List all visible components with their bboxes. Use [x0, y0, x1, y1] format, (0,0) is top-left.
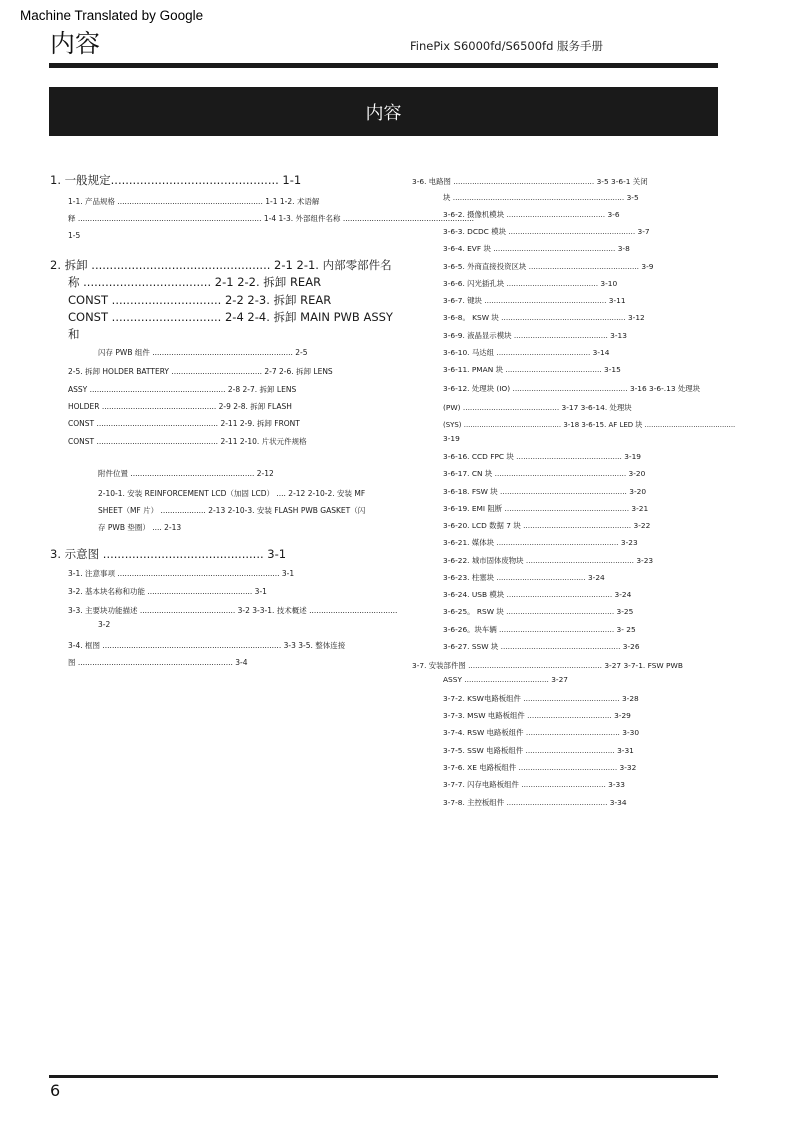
toc-entry[interactable]: 块 ......................................................................... 3-5 [443, 193, 639, 202]
toc-entry[interactable]: CONST .............................. 2-2 2-3. 拆卸 REAR [68, 293, 332, 307]
toc-entry[interactable]: 3-6-21. 媒体块 .................................................... 3-23 [443, 538, 638, 547]
toc-entry[interactable]: 3. 示意图 ............................................ 3-1 [50, 547, 287, 561]
toc-entry[interactable]: 存 PWB 垫圈） .... 2-13 [98, 523, 182, 532]
toc-entry[interactable]: 3-6-27. SSW 块 ................................................... 3-26 [443, 642, 640, 651]
bottom-rule [49, 1075, 718, 1078]
toc-entry[interactable]: ASSY ......................................................... 2-8 2-7. 拆卸 LENS [68, 385, 297, 394]
toc-entry[interactable]: 3-6-11. PMAN 块 ......................................... 3-15 [443, 365, 621, 374]
toc-entry[interactable]: CONST ................................................... 2-11 2-10. 片状元件规格 [68, 437, 307, 446]
toc-entry[interactable]: 3-6-4. EVF 块 .................................................... 3-8 [443, 244, 630, 253]
toc-entry[interactable]: 图 ................................................................. 3-4 [68, 658, 248, 667]
toc-entry[interactable]: 3-6-26。块车辆 ................................................. 3- 25 [443, 625, 636, 634]
toc-entry[interactable]: 3-6-16. CCD FPC 块 ............................................. 3-19 [443, 452, 641, 461]
toc-entry[interactable]: 附件位置 .................................................... 2-12 [98, 469, 274, 478]
toc-entry[interactable]: (SYS) ............................................ 3-18 3-6-15. AF LED 块 ......................................... [443, 420, 736, 429]
toc-entry[interactable]: 1-5 [68, 231, 81, 240]
toc-entry[interactable]: 3-6-8。 KSW 块 ..................................................... 3-12 [443, 313, 645, 322]
manual-title: FinePix S6000fd/S6500fd 服务手册 [410, 39, 604, 53]
toc-entry[interactable]: 3-6-19. EMI 阻断 ..................................................... 3-21 [443, 504, 649, 513]
toc-entry[interactable]: 3-6-5. 外商直接投资区块 ............................................... 3-9 [443, 262, 654, 271]
toc-entry[interactable]: 和 [68, 327, 80, 341]
toc-entry[interactable]: 3-7-7. 闪存电路板组件 .................................... 3-33 [443, 780, 625, 789]
toc-entry[interactable]: 3-1. 注意事项 .................................................................... 3-1 [68, 569, 295, 578]
toc-entry[interactable]: 3-6-2. 摄像机模块 .......................................... 3-6 [443, 210, 620, 219]
toc-entry[interactable]: 3-6-6. 闪光插孔块 ....................................... 3-10 [443, 279, 618, 288]
toc-entry[interactable]: 3-7-2. KSW电路板组件 ......................................... 3-28 [443, 694, 639, 703]
toc-entry[interactable]: 2-10-1. 安装 REINFORCEMENT LCD（加固 LCD） .... 2-12 2-10-2. 安装 MF [98, 489, 366, 498]
toc-entry[interactable]: 3-7-6. XE 电路板组件 .......................................... 3-32 [443, 763, 637, 772]
toc-entry[interactable]: 3-6-23. 柱塞块 ...................................... 3-24 [443, 573, 605, 582]
toc-entry[interactable]: 3-6-20. LCD 数据 7 块 .............................................. 3-22 [443, 521, 651, 530]
page-number: 6 [50, 1081, 61, 1100]
toc-entry[interactable]: 3-4. 框图 ........................................................................... 3-3 3-5. 整体连接 [68, 641, 346, 650]
toc-entry[interactable]: 3-6-25。 RSW 块 .............................................. 3-25 [443, 607, 634, 616]
toc-entry[interactable]: SHEET（MF 片） ................... 2-13 2-10-3. 安装 FLASH PWB GASKET（闪 [98, 506, 366, 515]
toc-entry[interactable]: 释 ............................................................................. 1-4 1-3. 外部组件名称 ....................................................... [68, 214, 474, 223]
toc-entry[interactable]: 3-6-9. 液晶显示模块 ........................................ 3-13 [443, 331, 627, 340]
toc-entry[interactable]: CONST .............................. 2-4 2-4. 拆卸 MAIN PWB ASSY [68, 310, 393, 324]
toc-entry[interactable]: 3-6-7. 键块 .................................................... 3-11 [443, 296, 626, 305]
toc-entry[interactable]: 3-2. 基本块名称和功能 ............................................ 3-1 [68, 587, 267, 596]
machine-translated-notice: Machine Translated by Google [20, 8, 204, 23]
toc-entry[interactable]: 1. 一般规定.............................................. 1-1 [50, 173, 302, 187]
toc-entry[interactable]: 3-7-8. 主控板组件 ........................................... 3-34 [443, 798, 627, 807]
top-rule [49, 63, 718, 68]
toc-entry[interactable]: 3-6-12. 处理块 (IO) ................................................. 3-16 3-6-.13 处理块 [443, 384, 701, 393]
toc-entry[interactable]: 称 ................................... 2-1 2-2. 拆卸 REAR [68, 275, 322, 289]
toc-entry[interactable]: ASSY .................................... 3-27 [443, 675, 568, 684]
toc-entry[interactable]: 闪存 PWB 组件 ........................................................... 2-5 [98, 348, 308, 357]
toc-entry[interactable]: 3-6. 电路图 ............................................................ 3-5 3-6-1 关闭 [412, 177, 648, 186]
toc-entry[interactable]: 3-6-22. 城市固体废物块 .............................................. 3-23 [443, 556, 654, 565]
toc-entry[interactable]: 3-7-5. SSW 电路板组件 ...................................... 3-31 [443, 746, 634, 755]
toc-entry[interactable]: 3-3. 主要块功能描述 ........................................ 3-2 3-3-1. 技术概述 ..................................... [68, 606, 398, 615]
header-title: 内容 [50, 29, 101, 58]
toc-entry[interactable]: 1-1. 产品规格 ............................................................. 1-1 1-2. 术语解 [68, 197, 320, 206]
toc-entry[interactable]: CONST ................................................... 2-11 2-9. 拆卸 FRONT [68, 419, 300, 428]
contents-banner: 内容 [49, 87, 718, 136]
toc-entry[interactable]: 2-5. 拆卸 HOLDER BATTERY ...................................... 2-7 2-6. 拆卸 LENS [68, 367, 333, 376]
toc-entry[interactable]: 3-2 [98, 620, 111, 629]
toc-entry[interactable]: 3-6-10. 马达组 ........................................ 3-14 [443, 348, 610, 357]
toc-entry[interactable]: 3-6-17. CN 块 ........................................................ 3-20 [443, 469, 646, 478]
toc-entry[interactable]: (PW) ......................................... 3-17 3-6-14. 处理块 [443, 403, 632, 412]
toc-entry[interactable]: 3-19 [443, 434, 460, 443]
toc-entry[interactable]: 3-7. 安装部件图 ......................................................... 3-27 3-7-1. FSW PWB [412, 661, 683, 670]
toc-entry[interactable]: 3-7-4. RSW 电路板组件 ........................................ 3-30 [443, 728, 640, 737]
toc-entry[interactable]: 2. 拆卸 ................................................. 2-1 2-1. 内部零部件名 [50, 258, 392, 272]
toc-entry[interactable]: HOLDER ................................................ 2-9 2-8. 拆卸 FLASH [68, 402, 292, 411]
toc-entry[interactable]: 3-6-3. DCDC 模块 ...................................................... 3-7 [443, 227, 650, 236]
toc-entry[interactable]: 3-6-24. USB 模块 ............................................. 3-24 [443, 590, 632, 599]
toc-entry[interactable]: 3-6-18. FSW 块 ...................................................... 3-20 [443, 487, 647, 496]
toc-entry[interactable]: 3-7-3. MSW 电路板组件 .................................... 3-29 [443, 711, 631, 720]
